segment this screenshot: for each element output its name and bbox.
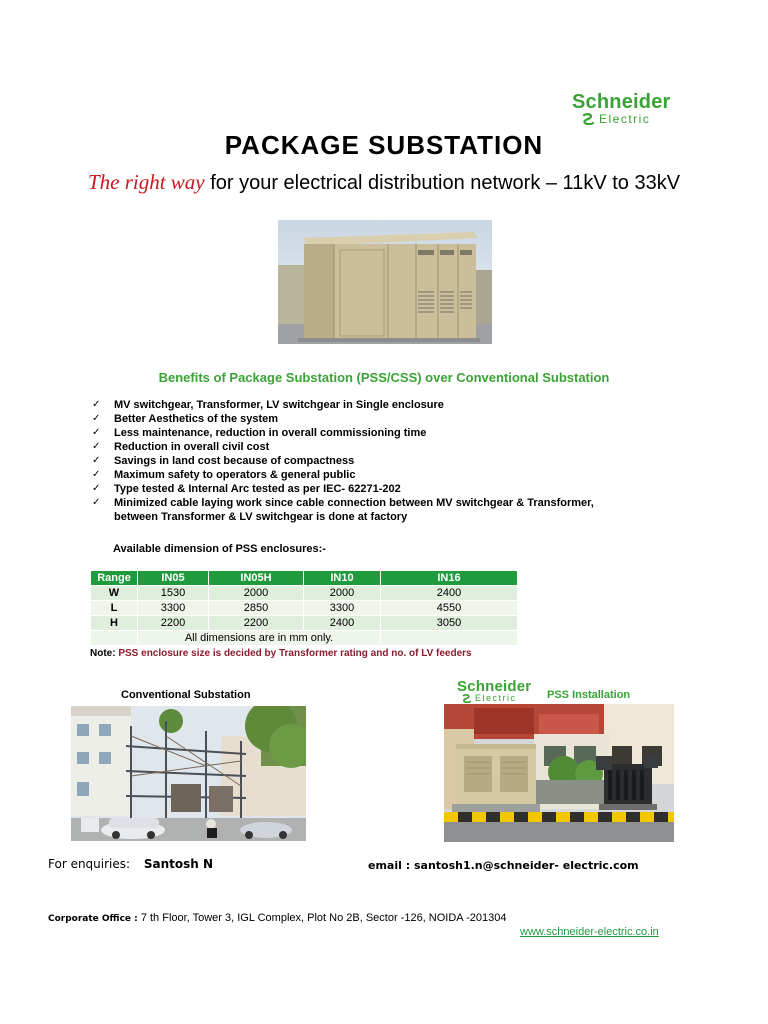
column-header: IN16 [381, 571, 518, 586]
tagline-text: for your electrical distribution network – 11kV to 33kV [210, 172, 681, 194]
list-item: ✓ Better Aesthetics of the system [92, 413, 279, 425]
table-cell: 2000 [209, 586, 304, 601]
check-icon: ✓ [92, 413, 101, 424]
benefit-list [92, 398, 632, 524]
pss-installation-photo [444, 704, 674, 842]
check-icon: ✓ [92, 441, 101, 452]
table-cell: H [91, 616, 138, 631]
enquiry-name: Santosh N [143, 857, 214, 871]
corp-label: Corporate Office : [48, 914, 138, 924]
check-icon: ✓ [92, 497, 101, 508]
table-cell: 3300 [304, 601, 381, 616]
table-cell: 2400 [304, 616, 381, 631]
list-item: ✓ Minimized cable laying work since cable connection between MV switchgear & Transformer, between Transformer & LV switchgear is done at factory [92, 497, 594, 523]
substation-hero-image [278, 220, 492, 344]
note [90, 648, 472, 659]
enquiry-label: For enquiries: [48, 857, 131, 871]
enquiry-line [48, 857, 213, 871]
email-line [368, 859, 639, 872]
check-icon: ✓ [92, 455, 101, 466]
note-label: Note: [90, 648, 116, 659]
column-header: Range [91, 571, 138, 586]
table-cell: 2400 [381, 586, 518, 601]
list-item: ✓ Savings in land cost because of compactness [92, 455, 355, 467]
benefits-heading: Benefits of Package Substation (PSS/CSS) over Conventional Substation [158, 370, 610, 385]
conventional-caption: Conventional Substation [121, 689, 251, 701]
list-item: ✓ Maximum safety to operators & general public [92, 469, 356, 481]
tagline [0, 170, 768, 195]
tagline-highlight: The right way [87, 170, 205, 194]
table-cell: 2200 [138, 616, 209, 631]
table-cell: 2000 [304, 586, 381, 601]
table-row [91, 586, 518, 601]
list-item: ✓ Reduction in overall civil cost [92, 441, 270, 453]
schneider-logo-small [457, 679, 531, 703]
schneider-logo [572, 92, 671, 125]
website-link[interactable]: www.schneider-electric.co.in [520, 926, 659, 938]
logo-brand: Schneider [457, 678, 532, 695]
check-icon: ✓ [92, 399, 101, 410]
table-footer-note: All dimensions are in mm only. [138, 631, 381, 646]
list-item: ✓ MV switchgear, Transformer, LV switchgear in Single enclosure [92, 399, 444, 411]
check-icon: ✓ [92, 469, 101, 480]
email-label: email : [368, 859, 411, 872]
conventional-substation-photo [71, 706, 306, 841]
table-cell: W [91, 586, 138, 601]
column-header: IN10 [304, 571, 381, 586]
logo-mark-icon [461, 694, 472, 703]
corporate-office [48, 912, 506, 924]
table-cell: 3050 [381, 616, 518, 631]
table-row [91, 616, 518, 631]
pss-caption: PSS Installation [547, 689, 631, 701]
check-icon: ✓ [92, 483, 101, 494]
corp-address: 7 th Floor, Tower 3, IGL Complex, Plot No 2B, Sector -126, NOIDA -201304 [140, 912, 507, 924]
logo-sub: Electric [475, 693, 517, 703]
table-cell: 2850 [209, 601, 304, 616]
table-cell: 3300 [138, 601, 209, 616]
table-header-row [91, 571, 518, 586]
column-header: IN05H [209, 571, 304, 586]
logo-mark-icon [581, 113, 595, 125]
page-title: PACKAGE SUBSTATION [224, 130, 544, 160]
table-cell: 2200 [209, 616, 304, 631]
list-item: ✓ Type tested & Internal Arc tested as per IEC- 62271-202 [92, 483, 401, 495]
table-row [91, 601, 518, 616]
column-header: IN05 [138, 571, 209, 586]
list-item: ✓ Less maintenance, reduction in overall commissioning time [92, 427, 427, 439]
table-footer-row [91, 631, 518, 646]
logo-brand: Schneider [572, 91, 671, 113]
table-cell: 1530 [138, 586, 209, 601]
dimensions-table [90, 570, 518, 646]
check-icon: ✓ [92, 427, 101, 438]
email-link[interactable]: santosh1.n@schneider- electric.com [413, 859, 639, 872]
dimensions-heading: Available dimension of PSS enclosures:- [113, 543, 326, 555]
table-cell: L [91, 601, 138, 616]
table-cell: 4550 [381, 601, 518, 616]
logo-sub: Electric [599, 112, 651, 126]
note-text: PSS enclosure size is decided by Transformer rating and no. of LV feeders [118, 648, 472, 659]
